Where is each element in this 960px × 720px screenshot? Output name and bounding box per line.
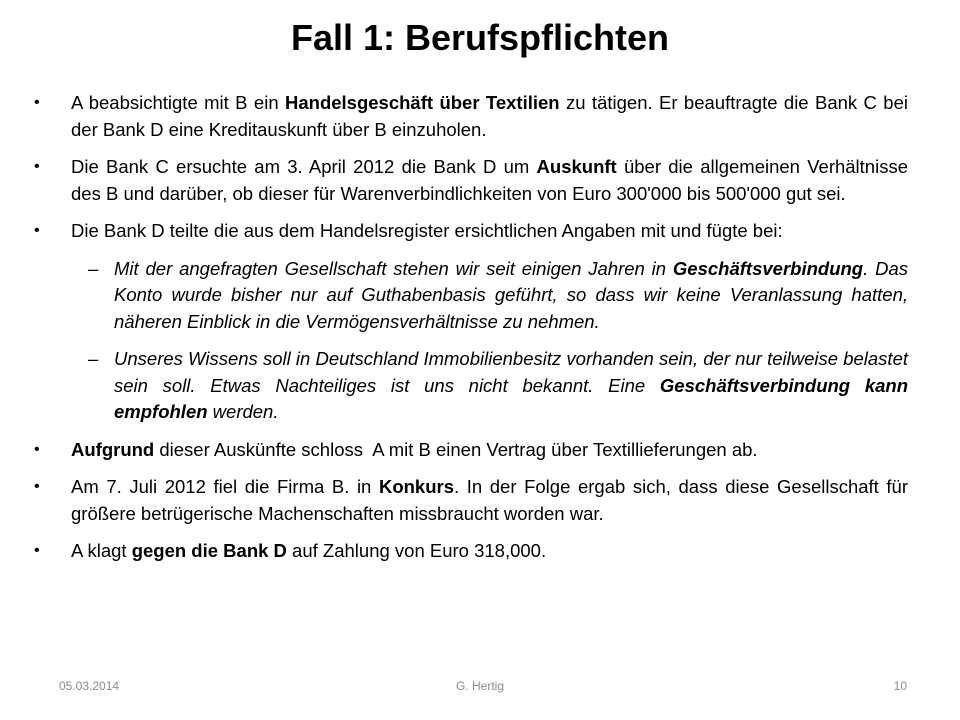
bullet-icon: •: [34, 222, 40, 239]
dash-icon: –: [88, 257, 99, 279]
sub-bullet-item: [32, 346, 908, 426]
bullet-text: Die Bank C ersuchte am 3. April 2012 die Bank D um: [71, 156, 537, 177]
sub-bullet-emphasis: Geschäftsverbindung: [672, 257, 864, 279]
slide-content: [32, 90, 908, 576]
sub-bullet-item: [32, 256, 908, 336]
bullet-text: . In der Folge ergab sich, dass diese Gesellschaft für größere betrügerische Machenschaften missbraucht worden war.: [71, 476, 908, 524]
bullet-text: Am 7. Juli 2012 fiel die Firma B. in: [71, 476, 379, 497]
bullet-icon: •: [34, 94, 40, 111]
bullet-text: Die Bank D teilte die aus dem Handelsregister ersichtlichen Angaben mit und fügte bei:: [71, 220, 783, 241]
bullet-text: auf Zahlung von Euro 318,000.: [286, 540, 547, 561]
sub-bullet-text: werden.: [207, 401, 279, 422]
footer-date: 05.03.2014: [59, 679, 120, 693]
footer-page-number: 10: [893, 679, 907, 693]
bullet-icon: •: [34, 542, 40, 559]
bullet-item: [32, 437, 908, 464]
bullet-text: zu tätigen. Er beauftragte die Bank C bei der Bank D eine Kreditauskunft über B einzuholen.: [71, 92, 908, 140]
footer-author: G. Hertig: [455, 679, 504, 693]
slide-title: Fall 1: Berufspflichten: [290, 17, 670, 58]
sub-bullet-emphasis: Geschäftsverbindung kann empfohlen: [114, 374, 909, 422]
bullet-item: [32, 474, 908, 527]
bullet-emphasis: Aufgrund: [71, 438, 155, 460]
sub-bullet-text: Unseres Wissens soll in Deutschland Immobilienbesitz vorhanden sein, der nur teilweise belastet sein soll. Etwas Nachteiliges ist uns nicht bekannt. Eine: [114, 348, 908, 396]
bullet-icon: •: [34, 478, 40, 495]
bullet-emphasis: gegen die Bank D: [131, 540, 287, 561]
bullet-item: [32, 218, 908, 245]
bullet-emphasis: Auskunft: [536, 156, 617, 177]
sub-bullet-text: Mit der angefragten Gesellschaft stehen wir seit einigen Jahren in: [114, 257, 673, 279]
bullet-text: über die allgemeinen Verhältnisse des B und darüber, ob dieser für Warenverbindlichkeiten von Euro 300'000 bis 500'000 gut sei.: [71, 156, 908, 204]
bullet-icon: •: [34, 440, 40, 458]
bullet-emphasis: Konkurs: [378, 476, 454, 497]
bullet-icon: •: [34, 158, 40, 175]
sub-bullet-text: . Das Konto wurde bisher nur auf Guthabenbasis geführt, so dass wir keine Veranlassung hatten, näheren Einblick in die Vermögensverhältnisse zu nehmen.: [114, 257, 908, 332]
bullet-emphasis: Handelsgeschäft über Textilien: [285, 92, 560, 113]
slide-footer: [0, 679, 960, 699]
bullet-item: [32, 90, 908, 143]
bullet-text: A klagt: [71, 540, 132, 561]
bullet-text: dieser Auskünfte schloss A mit B einen Vertrag über Textillieferungen ab.: [154, 438, 758, 460]
bullet-item: [32, 538, 908, 565]
bullet-item: [32, 154, 908, 207]
dash-icon: –: [88, 348, 99, 369]
bullet-text: A beabsichtigte mit B ein: [71, 92, 285, 113]
